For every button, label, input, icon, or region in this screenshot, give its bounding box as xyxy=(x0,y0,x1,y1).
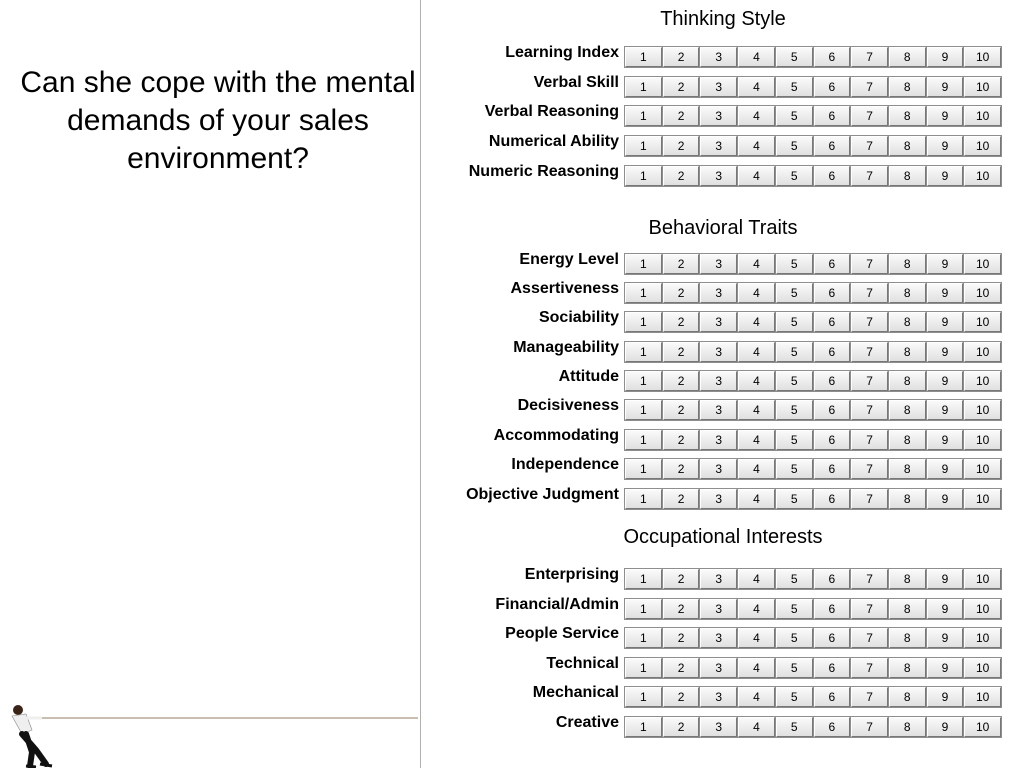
rating-cell[interactable]: 8 xyxy=(889,254,926,274)
rating-cell[interactable]: 9 xyxy=(927,342,964,362)
rating-cell[interactable]: 6 xyxy=(814,166,851,186)
rating-cell[interactable]: 3 xyxy=(700,371,737,391)
rating-cell[interactable]: 7 xyxy=(851,106,888,126)
rating-cell[interactable]: 8 xyxy=(889,687,926,707)
rating-cell[interactable]: 7 xyxy=(851,371,888,391)
rating-cell[interactable]: 7 xyxy=(851,254,888,274)
rating-scale xyxy=(624,657,1002,679)
rating-cell[interactable]: 5 xyxy=(776,658,813,678)
rating-cell[interactable]: 10 xyxy=(964,430,1001,450)
rating-cell[interactable]: 6 xyxy=(814,136,851,156)
rating-scale xyxy=(624,311,1002,333)
rating-scale xyxy=(624,686,1002,708)
rating-cell[interactable]: 3 xyxy=(700,658,737,678)
rating-cell[interactable]: 1 xyxy=(625,569,662,589)
rating-cell[interactable]: 1 xyxy=(625,106,662,126)
rating-cell[interactable]: 5 xyxy=(776,312,813,332)
rating-cell[interactable]: 7 xyxy=(851,400,888,420)
rating-cell[interactable]: 9 xyxy=(927,687,964,707)
rating-scale xyxy=(624,76,1002,98)
rating-cell[interactable]: 4 xyxy=(738,400,775,420)
row-label: Creative xyxy=(555,714,619,731)
rating-cell[interactable]: 5 xyxy=(776,400,813,420)
rating-cell[interactable]: 3 xyxy=(700,106,737,126)
row-label: People Service xyxy=(505,625,619,642)
rating-cell[interactable]: 9 xyxy=(927,717,964,737)
rating-cell[interactable]: 8 xyxy=(889,599,926,619)
rating-cell[interactable]: 5 xyxy=(776,599,813,619)
rope-line xyxy=(40,717,418,719)
row-label: Attitude xyxy=(558,368,619,385)
rating-cell[interactable]: 10 xyxy=(964,489,1001,509)
rating-cell[interactable]: 5 xyxy=(776,430,813,450)
rating-cell[interactable]: 3 xyxy=(700,599,737,619)
rating-cell[interactable]: 10 xyxy=(964,166,1001,186)
rating-cell[interactable]: 4 xyxy=(738,430,775,450)
rating-cell[interactable]: 4 xyxy=(738,283,775,303)
row-label: Numerical Ability xyxy=(488,133,619,150)
rating-cell[interactable]: 3 xyxy=(700,166,737,186)
rating-cell[interactable]: 8 xyxy=(889,628,926,648)
rating-cell[interactable]: 6 xyxy=(814,106,851,126)
row-label: Enterprising xyxy=(524,566,619,583)
rating-cell[interactable]: 8 xyxy=(889,717,926,737)
rating-scale xyxy=(624,458,1002,480)
rating-cell[interactable]: 10 xyxy=(964,342,1001,362)
rating-cell[interactable]: 3 xyxy=(700,489,737,509)
rating-cell[interactable]: 3 xyxy=(700,687,737,707)
section-title: Thinking Style xyxy=(660,8,786,30)
rating-cell[interactable]: 5 xyxy=(776,283,813,303)
rating-cell[interactable]: 4 xyxy=(738,569,775,589)
rating-cell[interactable]: 9 xyxy=(927,489,964,509)
rating-cell[interactable]: 4 xyxy=(738,166,775,186)
rating-cell[interactable]: 1 xyxy=(625,77,662,97)
rating-cell[interactable]: 1 xyxy=(625,136,662,156)
rating-scale xyxy=(624,568,1002,590)
rating-cell[interactable]: 4 xyxy=(738,717,775,737)
rating-cell[interactable]: 6 xyxy=(814,400,851,420)
rating-cell[interactable]: 8 xyxy=(889,77,926,97)
rating-cell[interactable]: 4 xyxy=(738,628,775,648)
rating-cell[interactable]: 10 xyxy=(964,400,1001,420)
rating-cell[interactable]: 1 xyxy=(625,254,662,274)
rating-cell[interactable]: 4 xyxy=(738,599,775,619)
rating-cell[interactable]: 2 xyxy=(663,599,700,619)
row-label: Decisiveness xyxy=(517,397,619,414)
rating-cell[interactable]: 6 xyxy=(814,254,851,274)
rating-cell[interactable]: 3 xyxy=(700,136,737,156)
rating-cell[interactable]: 2 xyxy=(663,283,700,303)
rating-cell[interactable]: 6 xyxy=(814,430,851,450)
rating-cell[interactable]: 4 xyxy=(738,459,775,479)
rating-cell[interactable]: 6 xyxy=(814,47,851,67)
rating-cell[interactable]: 4 xyxy=(738,489,775,509)
rating-cell[interactable]: 3 xyxy=(700,430,737,450)
rating-cell[interactable]: 9 xyxy=(927,628,964,648)
rating-cell[interactable]: 3 xyxy=(700,47,737,67)
row-label: Accommodating xyxy=(493,427,619,444)
rating-cell[interactable]: 10 xyxy=(964,687,1001,707)
rating-cell[interactable]: 8 xyxy=(889,106,926,126)
rating-cell[interactable]: 5 xyxy=(776,687,813,707)
rating-cell[interactable]: 3 xyxy=(700,342,737,362)
rating-scale xyxy=(624,488,1002,510)
rating-scale xyxy=(624,429,1002,451)
rating-cell[interactable]: 9 xyxy=(927,77,964,97)
rating-cell[interactable]: 6 xyxy=(814,599,851,619)
section-title: Occupational Interests xyxy=(623,526,823,548)
rating-cell[interactable]: 1 xyxy=(625,658,662,678)
rating-cell[interactable]: 9 xyxy=(927,166,964,186)
row-label: Manageability xyxy=(513,339,619,356)
rating-cell[interactable]: 9 xyxy=(927,283,964,303)
rating-scale xyxy=(624,341,1002,363)
rating-cell[interactable]: 2 xyxy=(663,371,700,391)
rating-scale xyxy=(624,46,1002,68)
rating-cell[interactable]: 5 xyxy=(776,371,813,391)
rating-cell[interactable]: 7 xyxy=(851,459,888,479)
rating-cell[interactable]: 6 xyxy=(814,489,851,509)
rating-cell[interactable]: 10 xyxy=(964,106,1001,126)
rating-cell[interactable]: 10 xyxy=(964,658,1001,678)
rating-cell[interactable]: 10 xyxy=(964,371,1001,391)
rating-cell[interactable]: 7 xyxy=(851,658,888,678)
rating-cell[interactable]: 10 xyxy=(964,628,1001,648)
rating-cell[interactable]: 6 xyxy=(814,717,851,737)
rating-cell[interactable]: 3 xyxy=(700,459,737,479)
rating-cell[interactable]: 3 xyxy=(700,628,737,648)
rating-cell[interactable]: 9 xyxy=(927,569,964,589)
rating-cell[interactable]: 6 xyxy=(814,628,851,648)
row-label: Assertiveness xyxy=(510,280,619,297)
rating-cell[interactable]: 2 xyxy=(663,687,700,707)
rating-cell[interactable]: 7 xyxy=(851,342,888,362)
rating-cell[interactable]: 2 xyxy=(663,489,700,509)
rating-scale xyxy=(624,282,1002,304)
rating-cell[interactable]: 1 xyxy=(625,628,662,648)
rating-cell[interactable]: 4 xyxy=(738,136,775,156)
rating-cell[interactable]: 5 xyxy=(776,717,813,737)
rating-cell[interactable]: 9 xyxy=(927,254,964,274)
rating-cell[interactable]: 1 xyxy=(625,166,662,186)
rating-cell[interactable]: 5 xyxy=(776,628,813,648)
rating-cell[interactable]: 4 xyxy=(738,687,775,707)
rating-cell[interactable]: 6 xyxy=(814,312,851,332)
rating-cell[interactable]: 8 xyxy=(889,371,926,391)
rating-cell[interactable]: 7 xyxy=(851,136,888,156)
rating-cell[interactable]: 8 xyxy=(889,136,926,156)
rating-cell[interactable]: 10 xyxy=(964,254,1001,274)
rating-cell[interactable]: 9 xyxy=(927,459,964,479)
rating-cell[interactable]: 1 xyxy=(625,459,662,479)
rating-cell[interactable]: 1 xyxy=(625,312,662,332)
rating-cell[interactable]: 9 xyxy=(927,599,964,619)
rating-cell[interactable]: 2 xyxy=(663,717,700,737)
rating-cell[interactable]: 9 xyxy=(927,106,964,126)
rating-cell[interactable]: 6 xyxy=(814,687,851,707)
rating-cell[interactable]: 2 xyxy=(663,342,700,362)
rating-cell[interactable]: 7 xyxy=(851,599,888,619)
rating-cell[interactable]: 6 xyxy=(814,342,851,362)
rating-scale xyxy=(624,135,1002,157)
rating-cell[interactable]: 4 xyxy=(738,47,775,67)
rating-cell[interactable]: 9 xyxy=(927,312,964,332)
rating-cell[interactable]: 7 xyxy=(851,489,888,509)
section-title: Behavioral Traits xyxy=(648,217,798,239)
rating-cell[interactable]: 4 xyxy=(738,342,775,362)
rating-cell[interactable]: 7 xyxy=(851,312,888,332)
rating-cell[interactable]: 7 xyxy=(851,47,888,67)
rating-cell[interactable]: 8 xyxy=(889,489,926,509)
row-label: Financial/Admin xyxy=(495,596,619,613)
rating-cell[interactable]: 10 xyxy=(964,459,1001,479)
rating-cell[interactable]: 2 xyxy=(663,312,700,332)
rating-cell[interactable]: 8 xyxy=(889,400,926,420)
rating-cell[interactable]: 1 xyxy=(625,283,662,303)
left-panel xyxy=(0,0,420,768)
rating-cell[interactable]: 3 xyxy=(700,400,737,420)
rating-cell[interactable]: 8 xyxy=(889,283,926,303)
rating-cell[interactable]: 5 xyxy=(776,459,813,479)
rating-cell[interactable]: 1 xyxy=(625,400,662,420)
rating-cell[interactable]: 4 xyxy=(738,658,775,678)
rating-cell[interactable]: 4 xyxy=(738,371,775,391)
row-label: Objective Judgment xyxy=(466,486,619,503)
rating-cell[interactable]: 2 xyxy=(663,628,700,648)
rating-cell[interactable]: 6 xyxy=(814,371,851,391)
rating-cell[interactable]: 2 xyxy=(663,459,700,479)
rating-cell[interactable]: 2 xyxy=(663,136,700,156)
rating-cell[interactable]: 9 xyxy=(927,400,964,420)
rating-cell[interactable]: 10 xyxy=(964,47,1001,67)
rating-cell[interactable]: 5 xyxy=(776,342,813,362)
rating-cell[interactable]: 8 xyxy=(889,312,926,332)
rating-cell[interactable]: 9 xyxy=(927,47,964,67)
row-label: Sociability xyxy=(538,309,619,326)
rating-cell[interactable]: 7 xyxy=(851,569,888,589)
rating-cell[interactable]: 7 xyxy=(851,283,888,303)
rating-cell[interactable]: 6 xyxy=(814,283,851,303)
rating-cell[interactable]: 2 xyxy=(663,569,700,589)
rating-cell[interactable]: 10 xyxy=(964,77,1001,97)
rating-cell[interactable]: 5 xyxy=(776,254,813,274)
rating-cell[interactable]: 1 xyxy=(625,47,662,67)
rating-cell[interactable]: 8 xyxy=(889,569,926,589)
rating-cell[interactable]: 3 xyxy=(700,569,737,589)
rating-cell[interactable]: 9 xyxy=(927,658,964,678)
rating-cell[interactable]: 8 xyxy=(889,658,926,678)
row-label: Learning Index xyxy=(505,44,619,61)
rating-cell[interactable]: 2 xyxy=(663,166,700,186)
rating-cell[interactable]: 8 xyxy=(889,47,926,67)
rating-scale xyxy=(624,105,1002,127)
rating-cell[interactable]: 6 xyxy=(814,459,851,479)
rating-cell[interactable]: 1 xyxy=(625,599,662,619)
rating-cell[interactable]: 5 xyxy=(776,106,813,126)
rating-cell[interactable]: 2 xyxy=(663,658,700,678)
rating-cell[interactable]: 5 xyxy=(776,136,813,156)
rating-cell[interactable]: 5 xyxy=(776,77,813,97)
rating-scale xyxy=(624,165,1002,187)
rating-cell[interactable]: 9 xyxy=(927,136,964,156)
rating-cell[interactable]: 3 xyxy=(700,283,737,303)
row-label: Verbal Skill xyxy=(533,74,619,91)
rating-cell[interactable]: 4 xyxy=(738,106,775,126)
rating-cell[interactable]: 4 xyxy=(738,254,775,274)
rating-cell[interactable]: 1 xyxy=(625,687,662,707)
rating-cell[interactable]: 9 xyxy=(927,371,964,391)
rating-cell[interactable]: 8 xyxy=(889,459,926,479)
rating-cell[interactable]: 10 xyxy=(964,136,1001,156)
row-label: Technical xyxy=(546,655,619,672)
rating-cell[interactable]: 8 xyxy=(889,166,926,186)
rating-cell[interactable]: 2 xyxy=(663,47,700,67)
rating-cell[interactable]: 5 xyxy=(776,166,813,186)
rating-cell[interactable]: 10 xyxy=(964,312,1001,332)
rating-cell[interactable]: 5 xyxy=(776,569,813,589)
rating-cell[interactable]: 4 xyxy=(738,312,775,332)
rating-cell[interactable]: 10 xyxy=(964,717,1001,737)
rating-cell[interactable]: 7 xyxy=(851,430,888,450)
rating-cell[interactable]: 3 xyxy=(700,254,737,274)
rating-scale xyxy=(624,627,1002,649)
rating-cell[interactable]: 5 xyxy=(776,47,813,67)
rating-cell[interactable]: 7 xyxy=(851,166,888,186)
rating-cell[interactable]: 2 xyxy=(663,400,700,420)
rating-cell[interactable]: 3 xyxy=(700,717,737,737)
headline: Can she cope with the mental demands of your sales environment? xyxy=(20,66,416,175)
rating-cell[interactable]: 3 xyxy=(700,312,737,332)
rating-cell[interactable]: 2 xyxy=(663,77,700,97)
rating-cell[interactable]: 1 xyxy=(625,717,662,737)
rating-cell[interactable]: 10 xyxy=(964,283,1001,303)
rating-cell[interactable]: 7 xyxy=(851,628,888,648)
rating-cell[interactable]: 7 xyxy=(851,77,888,97)
rating-cell[interactable]: 2 xyxy=(663,254,700,274)
rating-cell[interactable]: 7 xyxy=(851,687,888,707)
rating-cell[interactable]: 7 xyxy=(851,717,888,737)
rating-scale xyxy=(624,253,1002,275)
tug-of-war-man-icon xyxy=(2,700,68,768)
rating-cell[interactable]: 1 xyxy=(625,342,662,362)
rating-scale xyxy=(624,716,1002,738)
rating-cell[interactable]: 8 xyxy=(889,342,926,362)
row-label: Verbal Reasoning xyxy=(484,103,619,120)
rating-cell[interactable]: 6 xyxy=(814,658,851,678)
rating-scale xyxy=(624,598,1002,620)
rating-cell[interactable]: 10 xyxy=(964,599,1001,619)
rating-cell[interactable]: 1 xyxy=(625,489,662,509)
rating-cell[interactable]: 3 xyxy=(700,77,737,97)
rating-cell[interactable]: 2 xyxy=(663,430,700,450)
rating-cell[interactable]: 10 xyxy=(964,569,1001,589)
rating-cell[interactable]: 1 xyxy=(625,371,662,391)
rating-scale xyxy=(624,399,1002,421)
rating-cell[interactable]: 8 xyxy=(889,430,926,450)
rating-cell[interactable]: 6 xyxy=(814,569,851,589)
row-label: Energy Level xyxy=(519,251,619,268)
rating-cell[interactable]: 9 xyxy=(927,430,964,450)
row-label: Independence xyxy=(511,456,619,473)
rating-cell[interactable]: 5 xyxy=(776,489,813,509)
rating-cell[interactable]: 6 xyxy=(814,77,851,97)
rating-panel xyxy=(420,0,1024,768)
rating-cell[interactable]: 1 xyxy=(625,430,662,450)
row-label: Numeric Reasoning xyxy=(468,163,619,180)
row-label: Mechanical xyxy=(532,684,619,701)
rating-cell[interactable]: 4 xyxy=(738,77,775,97)
rating-cell[interactable]: 2 xyxy=(663,106,700,126)
rating-scale xyxy=(624,370,1002,392)
